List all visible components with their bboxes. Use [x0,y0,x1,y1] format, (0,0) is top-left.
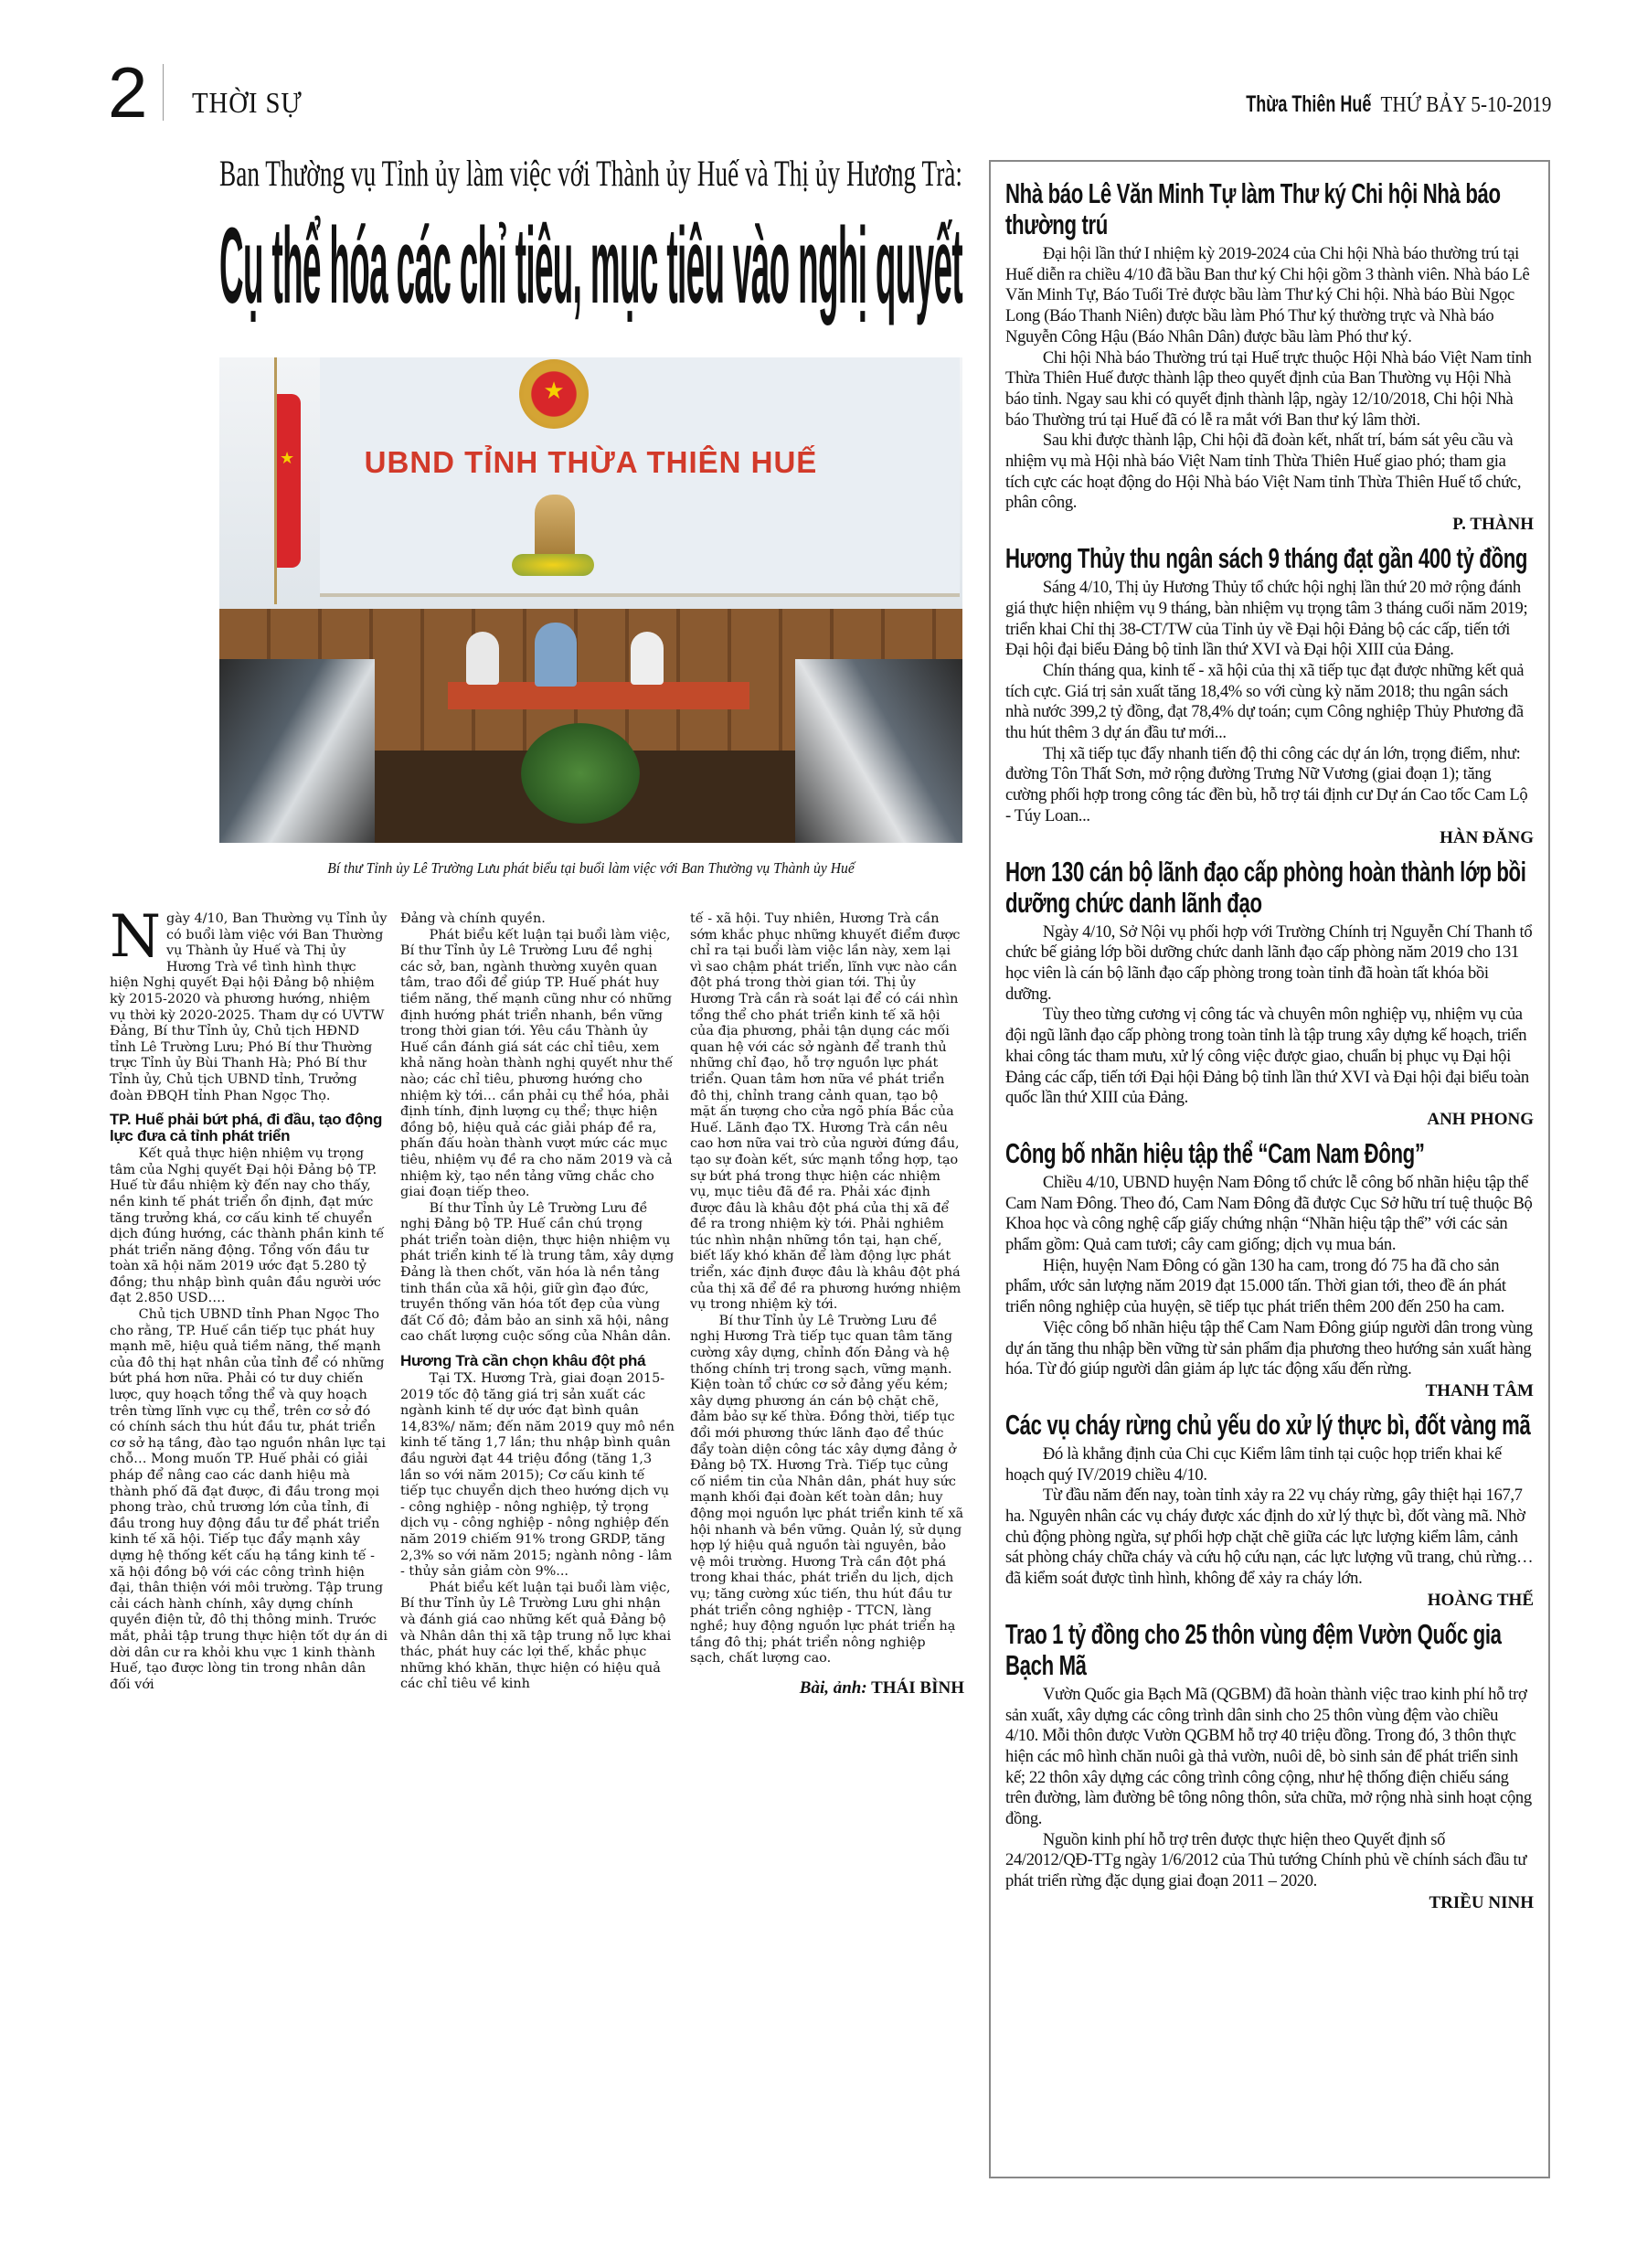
delegate-figure [466,632,499,685]
news-brief-paragraph: Vườn Quốc gia Bạch Mã (QGBM) đã hoàn thành việc trao kinh phí hỗ trợ sản xuất, xây dựng các công trình dân sinh cho 25 thôn vùng đệm vào chiều 4/10. Mỗi thôn được Vườn QGBM hỗ trợ 40 triệu đồng. Trong đó, 3 thôn thực hiện các mô hình chăn nuôi gà thả vườn, nuôi dê, bò sinh sản để phát triển sinh kế; 22 thôn xây dựng các công trình công cộng, như hệ thống điện chiếu sáng trên đường, làm đường bê tông nông thôn, sửa chữa, mở rộng nhà sinh hoạt cộng đồng. [1005,1684,1532,1829]
article-paragraph [400,928,675,1201]
news-brief-paragraph: Hiện, huyện Nam Đông có gần 130 ha cam, trong đó 75 ha đã cho sản phẩm, ước sản lượng năm 2019 đạt 15.000 tấn. Thời gian tới, theo đề án phát triển nông nghiệp của huyện, sẽ tiếp tục phát triển thêm 200 đến 250 ha cam. [1005,1255,1506,1317]
lead-paragraph [110,903,388,1104]
article-subheading: TP. Huế phải bứt phá, đi đầu, tạo động lực đưa cả tỉnh phát triển [110,1111,383,1145]
article-paragraph [400,911,675,928]
paragraph-text: Phát biểu kết luận tại buổi làm việc, Bí thư Tỉnh ủy Lê Trường Lưu đề nghị các sở, ban, ngành thường xuyên quan tâm, trao đổi để giúp TP. Huế phát huy tiềm năng, thế mạnh cũng như có những định hướng phát triển nhanh, bền vững trong thời gian tới. Yêu cầu Thành ủy Huế cần đánh giá sát các chỉ tiêu, xem khả năng hoàn thành nghị quyết như thế nào; các chỉ tiêu, phương hướng cho nhiệm kỳ tới… cần phải cụ thể hóa, phải định tính, định lượng cụ thể; thực hiện đồng bộ, hiệu quả các giải pháp đề ra, phấn đấu hoàn thành vượt mức các mục tiêu, nhiệm vụ đề ra cho năm 2019 và cả nhiệm kỳ, tạo nền tảng vững chắc cho giai đoạn tiếp theo. [400,927,674,1200]
news-brief [1005,1410,1534,1612]
news-briefs-box [989,160,1550,2178]
news-brief [1005,543,1534,848]
article-paragraph [400,1201,675,1346]
flag [277,394,301,568]
news-brief-author: THANH TÂM [1425,1380,1534,1400]
article-byline [690,1677,964,1698]
flag-star-icon: ★ [280,449,295,467]
news-brief-paragraph: Ngày 4/10, Sở Nội vụ phối hợp với Trường Chính trị Nguyễn Chí Thanh tổ chức bế giảng lớp bồi dưỡng chức danh lãnh đạo cấp phòng năm 2019 cho 131 học viên là cán bộ lãnh đạo cấp phòng trong toàn tỉnh đã hoàn tất khóa bồi dưỡng. [1005,921,1533,1004]
article-column-3 [690,911,964,1697]
headline-text: Cụ thể hóa các chỉ tiêu, mục tiêu vào nghị quyết [219,206,962,326]
news-brief-author: P. THÀNH [1452,515,1534,535]
news-brief-title: Công bố nhãn hiệu tập thể “Cam Nam Đông” [1005,1136,1425,1169]
news-brief-paragraph: Đó là khẳng định của Chi cục Kiểm lâm tỉnh tại cuộc họp triển khai kế hoạch quý IV/2019 chiều 4/10. [1005,1443,1502,1485]
article-column-1 [110,903,388,1693]
newspaper-brand: Thừa Thiên Huế [1246,91,1372,117]
kicker-text: Ban Thường vụ Tỉnh ủy làm việc với Thành ủy Huế và Thị ủy Hương Trà: [219,153,962,194]
news-brief-paragraph: Nguồn kinh phí hỗ trợ trên được thực hiện theo Quyết định số 24/2012/QĐ-TTg ngày 1/6/2012 của Thủ tướng Chính phủ về chính sách đầu tư phát triển rừng đặc dụng giai đoạn 2011 – 2020. [1005,1829,1527,1891]
news-brief-author: HOÀNG THẾ [1427,1590,1534,1610]
article-paragraph [400,1371,675,1581]
article-subheading: Hương Trà cần chọn khâu đột phá [400,1352,646,1370]
speaker-figure [535,623,577,687]
article-paragraph [110,1146,388,1307]
masthead [1197,91,1551,118]
national-emblem-icon: ★ [519,359,589,429]
article-headline [219,206,962,326]
paragraph-text: Tại TX. Hương Trà, giai đoạn 2015- 2019 tốc độ tăng giá trị sản xuất các ngành kinh tế dự ước đạt bình quân 14,83%/ năm; đến năm 2019 quy mô nền kinh tế tăng 1,7 lần; thu nhập bình quân đầu người đạt 44 triệu đồng (tăng 1,3 lần so với năm 2015); Cơ cấu kinh tế tiếp tục chuyển dịch theo hướng dịch vụ - công nghiệp - nông nghiệp, tỷ trọng dịch vụ - công nghiệp - nông nghiệp đến năm 2019 chiếm 91% trong GRDP, tăng 2,3% so với năm 2015; ngành nông - lâm - thủy sản giảm còn 9%... [400,1371,675,1580]
news-brief-paragraph: Chín tháng qua, kinh tế - xã hội của thị xã tiếp tục đạt được những kết quả tích cực. Giá trị sản xuất tăng 18,4% so với cùng kỳ năm 2018; thu ngân sách nhà nước 399,2 tỷ đồng, đạt 78,4% dự toán; cụm Công nghiệp Thủy Phương đã thu hút thêm 3 dự án đầu tư mới... [1005,660,1525,743]
flower-arrangement [512,554,594,576]
attendees-right [795,659,962,843]
news-brief-paragraph: Sau khi được thành lập, Chi hội đã đoàn kết, nhất trí, bám sát yêu cầu và nhiệm vụ mà Hội nhà báo Việt Nam tỉnh Thừa Thiên Huế giao phó; tham gia tích cực các hoạt động do Hội Nhà báo Việt Nam tỉnh Thừa Thiên Huế tổ chức, phân công. [1005,431,1522,513]
news-brief-title: Nhà báo Lê Văn Minh Tự làm Thư ký Chi hội Nhà báo thường trú [1005,177,1501,240]
paragraph-text: Bí thư Tỉnh ủy Lê Trường Lưu đề nghị Hương Trà tiếp tục quan tâm tăng cường xây dựng, chỉnh đốn Đảng và hệ thống chính trị trong sạch, vững mạnh. Kiện toàn tổ chức cơ sở đảng yếu kém; xây dựng phương án cán bộ chặt chẽ, đảm bảo sự kế thừa. Đồng thời, tiếp tục đổi mới phương thức lãnh đạo để thúc đẩy toàn diện công tác xây dựng đảng ở Đảng bộ TX. Hương Trà. Tiếp tục củng cố niềm tin của Nhân dân, phát huy sức mạnh khối đại đoàn kết toàn dân; huy động mọi nguồn lực phát triển kinh tế xã hội nhanh và bền vững. Quản lý, sử dụng hợp lý hiệu quả nguồn tài nguyên, bảo vệ môi trường. Hương Trà cần đột phá trong khai thác, phát triển du lịch, dịch vụ; tăng cường xúc tiến, thu hút đầu tư phát triển công nghiệp - TTCN, làng nghề; huy động nguồn lực phát triển hạ tầng đô thị; phát triển nông nghiệp sạch, chất lượng cao. [690,1313,964,1666]
news-brief-paragraph: Chiều 4/10, UBND huyện Nam Đông tổ chức lễ công bố nhãn hiệu tập thể Cam Nam Đông. Theo đó, Cam Nam Đông đã được Cục Sở hữu trí tuệ thuộc Bộ Khoa học và công nghệ cấp giấy chứng nhận “Nhãn hiệu tập thể” với các sản phẩm gồm: Quả cam tươi; cây cam giống; dịch vụ mua bán. [1005,1172,1533,1255]
article-paragraph [110,1307,388,1693]
plant [521,723,640,824]
page-number: 2 [108,52,148,133]
news-brief-title: Hơn 130 cán bộ lãnh đạo cấp phòng hoàn thành lớp bồi dưỡng chức danh lãnh đạo [1005,855,1526,919]
news-brief [1005,1619,1534,1914]
news-brief-paragraph: Tùy theo từng cương vị công tác và chuyên môn nghiệp vụ, nhiệm vụ của đội ngũ lãnh đạo cấp phòng trong toàn tỉnh là tập trung xây dựng kế hoạch, triển khai công tác tham mưu, xử lý công việc được giao, chuẩn bị phục vụ Đại hội Đảng các cấp, tiến tới Đại hội Đảng bộ tỉnh lần thứ XVI và Đại hội đại biểu toàn quốc lần thứ XIII của Đảng. [1005,1005,1529,1108]
article-paragraph [690,911,964,1314]
paragraph-text: Kết quả thực hiện nhiệm vụ trọng tâm của Nghị quyết Đại hội Đảng bộ TP. Huế từ đầu nhiệm kỳ đến nay cho thấy, nền kinh tế phát triển ổn định, đạt mức tăng trưởng khá, cơ cấu kinh tế chuyển dịch đúng hướng, các thành phần kinh tế phát triển năng động. Tổng vốn đầu tư toàn xã hội năm 2019 ước đạt 5.280 tỷ đồng; thu nhập bình quân đầu người ước đạt 2.850 USD…. [110,1146,385,1306]
news-brief [1005,857,1534,1131]
news-brief-author: HÀN ĐĂNG [1440,827,1534,847]
delegate-figure [631,632,664,685]
news-brief-paragraph: Chi hội Nhà báo Thường trú tại Huế trực thuộc Hội Nhà báo Việt Nam tỉnh Thừa Thiên Huế được thành lập theo quyết định của Ban Thường vụ Hội Nhà báo tỉnh. Ngay sau khi có quyết định thành lập, ngày 12/10/2018, Chi hội Nhà báo Thường trú tại Huế đã có lễ ra mắt với Ban thư ký lâm thời. [1005,347,1532,430]
article-photo [219,357,962,843]
news-brief [1005,1138,1534,1402]
paragraph-text: gày 4/10, Ban Thường vụ Tỉnh ủy có buổi làm việc với Ban Thường vụ Thành ủy Huế và Thị ủy Hương Trà về tình hình thực hiện Nghị quyết Đại hội Đảng bộ nhiệm kỳ 2015-2020 và phương hướng, nhiệm vụ thời kỳ 2020-2025. Tham dự có UVTW Đảng, Bí thư Tỉnh ủy, Chủ tịch HĐND tỉnh Lê Trường Lưu; Phó Bí thư Thường trực Tỉnh ủy Bùi Thanh Hà; Phó Bí thư Tỉnh ủy, Chủ tịch UBND tỉnh, Trưởng đoàn ĐBQH tỉnh Phan Ngọc Thọ. [110,911,388,1103]
paragraph-text: Bí thư Tỉnh ủy Lê Trường Lưu đề nghị Đảng bộ TP. Huế cần chú trọng phát triển toàn diện, thực hiện nhiệm vụ phát triển kinh tế là trung tâm, xây dựng Đảng là then chốt, văn hóa là nền tảng tinh thần của xã hội, giữ gìn đạo đức, truyền thống văn hóa tốt đẹp của vùng đất Cố đô; đảm bảo an sinh xã hội, nâng cao chất lượng cuộc sống của Nhân dân. [400,1200,675,1345]
bust-statue [535,495,575,559]
news-brief-paragraph: Việc công bố nhãn hiệu tập thể Cam Nam Đông giúp người dân trong vùng dự án tăng thu nhập bền vững từ sản phẩm địa phương theo hướng sản xuất hàng hóa. Từ đó giúp người dân giảm áp lực tác động xấu đến rừng. [1005,1317,1533,1379]
news-brief-title: Trao 1 tỷ đồng cho 25 thôn vùng đệm Vườn Quốc gia Bạch Mã [1005,1617,1502,1681]
news-brief-paragraph: Thị xã tiếp tục đẩy nhanh tiến độ thi công các dự án lớn, trọng điểm, như: đường Tôn Thất Sơn, mở rộng đường Trưng Nữ Vương (giai đoạn 1); tăng cường phối hợp trong công tác đền bù, hỗ trợ tái định cư Dự án Cao tốc Cam Lộ - Túy Loan... [1005,743,1528,825]
header-divider [163,64,164,121]
article-column-2 [400,911,675,1693]
news-brief-paragraph: Đại hội lần thứ I nhiệm kỳ 2019-2024 của Chi hội Nhà báo thường trú tại Huế diễn ra chiều 4/10 đã bầu Ban thư ký Chi hội gồm 3 thành viên. Nhà báo Lê Văn Minh Tự, Báo Tuổi Trẻ được bầu làm Thư ký Chi hội. Nhà báo Bùi Ngọc Long (Báo Thanh Niên) được bầu làm Phó Thư ký thường trực và Nhà báo Nguyễn Công Hậu (Báo Nhân Dân) được bầu làm Phó thư ký. [1005,244,1530,346]
news-brief [1005,178,1534,536]
paragraph-text: Phát biểu kết luận tại buổi làm việc, Bí thư Tỉnh ủy Lê Trường Lưu ghi nhận và đánh giá cao những kết quả Đảng bộ và Nhân dân thị xã tập trung nỗ lực khai thác, phát huy các lợi thế, khắc phục những khó khăn, thực hiện có hiệu quả các chỉ tiêu về kinh [400,1580,672,1692]
article-paragraph [400,1581,675,1693]
drop-cap: N [110,903,161,971]
photo-caption: Bí thư Tỉnh ủy Lê Trường Lưu phát biểu tại buổi làm việc với Ban Thường vụ Thành ủy Huế [327,859,855,877]
attendees-left [219,659,375,843]
article-paragraph [690,1314,964,1667]
news-brief-author: ANH PHONG [1427,1109,1534,1129]
news-brief-author: TRIỀU NINH [1429,1892,1534,1912]
news-brief-title: Hương Thủy thu ngân sách 9 tháng đạt gần 400 tỷ đồng [1005,542,1528,575]
article-kicker [219,154,962,194]
news-brief-title: Các vụ cháy rừng chủ yếu do xử lý thực bì, đốt vàng mã [1005,1408,1531,1441]
byline-name: THÁI BÌNH [871,1677,964,1698]
head-table [448,682,749,709]
photo-banner-text: UBND TỈNH THỪA THIÊN HUẾ [364,445,818,479]
paragraph-text: Chủ tịch UBND tỉnh Phan Ngọc Tho cho rằng, TP. Huế cần tiếp tục phát huy mạnh mẽ, hiệu quả tiềm năng, thế mạnh của đô thị hạt nhân của tỉnh để có những bứt phá hơn nữa. Phải có tư duy chiến lược, quy hoạch tổng thể và quy hoạch trên từng lĩnh vực cụ thể, trên cơ sở đó có chính sách thu hút đầu tư, phát triển cơ sở hạ tầng, đào tạo nguồn nhân lực tại chỗ… Mong muốn TP. Huế phải có giải pháp để nâng cao các danh hiệu mà thành phố đã đạt được, đi đầu trong mọi phong trào, chủ trương lớn của tỉnh, đi đầu trong huy động đầu tư để phát triển kinh tế xã hội. Tiếp tục đẩy mạnh xây dựng hệ thống kết cấu hạ tầng kinh tế - xã hội đồng bộ với các công trình hiện đại, thân thiện với môi trường. Tập trung cải cách hành chính, xây dựng chính quyền điện tử, đô thị thông minh. Trước mắt, phải tập trung thực hiện tốt dự án di dời dân cư ra khỏi khu vực 1 kinh thành Huế, tạo được lòng tin trong nhân dân đối với [110,1307,388,1692]
section-title: THỜI SỰ [192,86,303,119]
paragraph-text: tế - xã hội. Tuy nhiên, Hương Trà cần sớm khắc phục những khuyết điểm được chỉ ra tại buổi làm việc lần này, xem lại vì sao chậm phát triển, lĩnh vực nào cần đột phá trong thời gian tới. Thị ủy Hương Trà cần rà soát lại để có cái nhìn tổng thể cho phát triển kinh tế xã hội của địa phương, phải tận dụng các mối quan hệ với các sở ngành để tranh thủ những chỉ đạo, hỗ trợ nguồn lực phát triển. Quan tâm hơn nữa về phát triển đô thị, chỉnh trang cảnh quan, tạo bộ mặt ấn tượng cho cửa ngõ phía Bắc của Huế. Lãnh đạo TX. Hương Trà cần nêu cao hơn nữa vai trò của người đứng đầu, tạo sự đoàn kết, sức mạnh tổng hợp, tạo sự bứt phá trong thực hiện các nhiệm vụ, mục tiêu đã đề ra. Phải xác định được đâu là khâu đột phá của thị xã để đề ra trong nhiệm kỳ tới. Phải nghiêm túc nhìn nhận những tồn tại, hạn chế, biết lấy khó khăn để làm động lực phát triển, xác định được đâu là khâu đột phá của thị xã để đề ra phương hướng nhiệm vụ trong nhiệm kỳ tới. [690,911,962,1313]
news-brief-paragraph: Sáng 4/10, Thị ủy Hương Thủy tổ chức hội nghị lần thứ 20 mở rộng đánh giá thực hiện nhiệm vụ 9 tháng, bàn nhiệm vụ trọng tâm 3 tháng cuối năm 2019; triển khai Chỉ thị 38-CT/TW của Tỉnh ủy về Đại hội Đảng bộ các cấp, tiến tới Đại hội đại biểu Đảng bộ tỉnh lần thứ XVI và Đại hội XIII của Đảng. [1005,578,1528,660]
byline-prefix: Bài, ảnh: [799,1677,867,1698]
news-brief-paragraph: Từ đầu năm đến nay, toàn tỉnh xảy ra 22 vụ cháy rừng, gây thiệt hại 167,7 ha. Nguyên nhân các vụ cháy được xác định do xử lý thực bì, đốt vàng mã. Nhờ chủ động phòng ngừa, sự phối hợp chặt chẽ giữa các lực lượng kiểm lâm, cảnh sát phòng cháy chữa cháy và cứu hộ cứu nạn, các lực lượng vũ trang, chủ rừng… đã kiểm soát được tình hình, không để xảy ra cháy lớn. [1005,1485,1534,1589]
issue-date: THỨ BẢY 5-10-2019 [1380,93,1551,117]
paragraph-text: Đảng và chính quyền. [400,911,546,926]
